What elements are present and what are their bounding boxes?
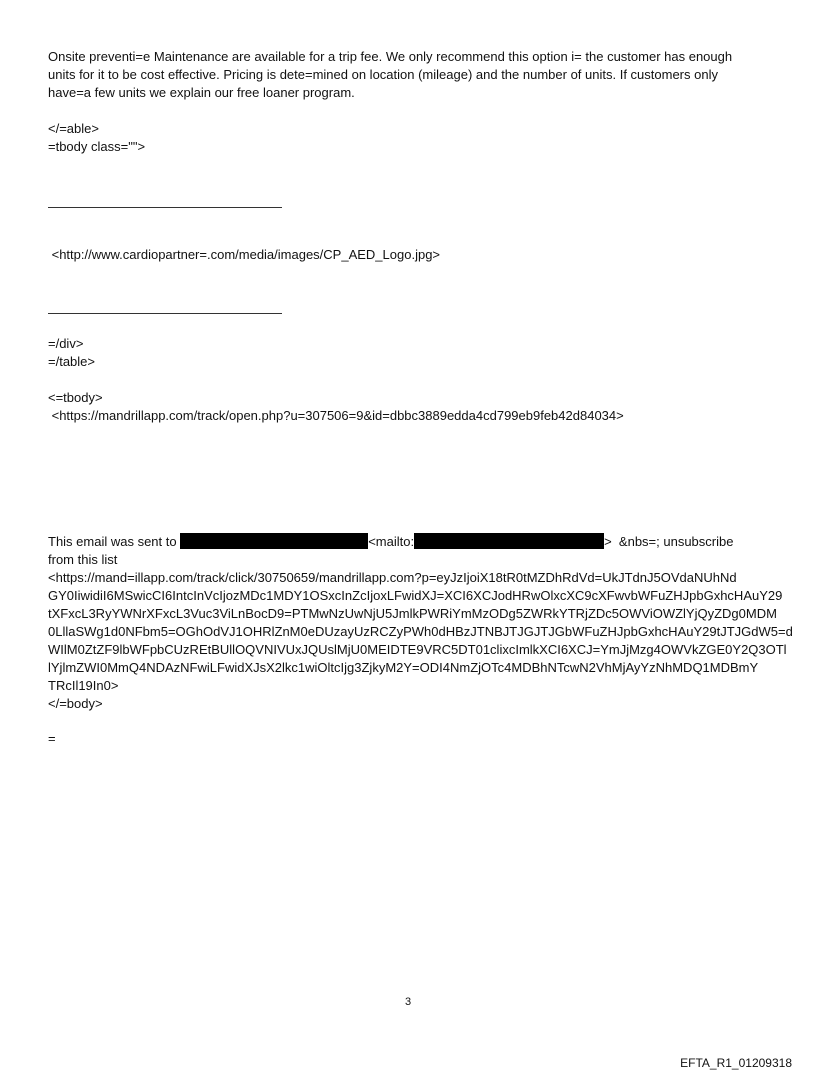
unsubscribe-url-line-7[interactable]: TRcIl19In0>	[48, 678, 119, 693]
intro-line-2: units for it to be cost effective. Pricing is dete=mined on location (mileage) and the number of units. If customers only	[48, 67, 718, 82]
logo-url[interactable]: <http://www.cardiopartner=.com/media/images/CP_AED_Logo.jpg>	[48, 247, 441, 262]
tracking-open-url[interactable]: <https://mandrillapp.com/track/open.php?u=307506=9&id=dbbc3889edda4cd799eb9feb42d84034>	[48, 408, 624, 423]
mailto-text: <mailto:	[368, 534, 415, 549]
logo-image-link	[48, 246, 772, 264]
fragment-3-line-1: <=tbody>	[48, 390, 103, 405]
sent-to-text: This email was sent to	[48, 534, 181, 549]
fragment-2-line-1: =/div>	[48, 336, 84, 351]
markup-fragment-3	[48, 389, 772, 425]
intro-paragraph	[48, 48, 772, 102]
closing-body-tag: </=body>	[48, 696, 103, 711]
intro-line-1: Onsite preventi=e Maintenance are available for a trip fee. We only recommend this option i= the customer has enough	[48, 49, 733, 64]
divider-line-1	[48, 207, 282, 208]
fragment-1-line-1: </=able>	[48, 121, 99, 136]
markup-fragment-1	[48, 120, 772, 156]
unsubscribe-url-line-4[interactable]: 0LllaSWg1d0NFbm5=OGhOdVJ1OHRlZnM0eDUzayUzRCZyPWh0dHBzJTNBJTJGJTJGbWFuZHJpbGxhcHAuY29tJTJGdW5=d	[48, 624, 793, 639]
page-number: 3	[404, 996, 412, 1008]
divider-line-2	[48, 313, 282, 314]
equals-sign	[48, 730, 772, 748]
fragment-2-line-2: =/table>	[48, 354, 95, 369]
email-notice-line-2: from this list	[48, 552, 118, 567]
unsubscribe-url-line-3[interactable]: tXFxcL3RyYWNrXFxcL3Vuc3ViLnBocD9=PTMwNzUwNjU5JmlkPWRiYmMzODg5ZWRkYTRjZDc5OWViOWZlYjQyZDg0MDM	[48, 606, 777, 621]
document-id-footer: EFTA_R1_01209318	[680, 1056, 792, 1070]
unsubscribe-text[interactable]: > &nbs=; unsubscribe	[604, 534, 734, 549]
redacted-email-2	[414, 533, 604, 549]
markup-fragment-2	[48, 335, 772, 371]
intro-line-3: have=a few units we explain our free loaner program.	[48, 85, 355, 100]
redacted-email-1	[180, 533, 368, 549]
unsubscribe-url-line-6[interactable]: lYjlmZWI0MmQ4NDAzNFwiLFwidXJsX2lkc1wiOltcIjg3ZjkyM2Y=ODI4NmZjOTc4MDBhNTcwN2VhMjAyYzNhMDQ1MDBmY	[48, 660, 759, 675]
fragment-1-line-2: =tbody class="">	[48, 139, 146, 154]
unsubscribe-url-line-1[interactable]: <https://mand=illapp.com/track/click/30750659/mandrillapp.com?p=eyJzIjoiX18tR0tMZDhRdVd=UkJTdnJ5OVdaNUhNd	[48, 570, 737, 585]
unsubscribe-url-line-5[interactable]: WIlM0ZtZF9lbWFpbCUzREtBUllOQVNIVUxJQUslMjU0MEIDTE9VRC5DT01clixcImlkXCI6XCJ=YmJjMzg4OWVkZGE0Y2Q3OTl	[48, 642, 787, 657]
email-notice	[48, 533, 793, 713]
email-notice-line-1	[48, 533, 772, 551]
unsubscribe-url-line-2[interactable]: GY0IiwidiI6MSwicCI6IntcInVcIjozMDc1MDY1OSxcInZcIjoxLFwidXJ=XCI6XCJodHRwOlxcXC9cXFwvbWFuZHJpbGxhcHAuY29	[48, 588, 783, 603]
equals-text: =	[48, 731, 56, 746]
